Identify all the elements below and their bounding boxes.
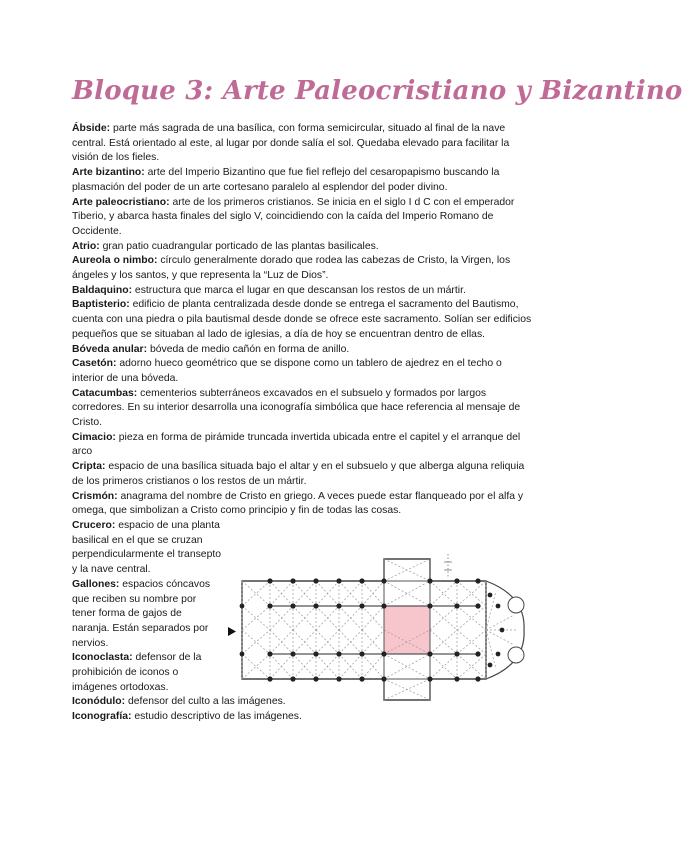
glossary-term: Bóveda anular: bbox=[72, 343, 148, 355]
glossary-term: Ábside: bbox=[72, 123, 111, 134]
pointer-arrow-icon bbox=[228, 627, 236, 636]
glossary-entry bbox=[72, 122, 534, 166]
pillar bbox=[336, 603, 341, 608]
vault-diagonal bbox=[384, 679, 430, 700]
glossary-definition: estudio descriptivo de las imágenes. bbox=[131, 711, 302, 723]
glossary-term: Arte bizantino: bbox=[72, 167, 145, 179]
glossary-term: Iconoclasta: bbox=[72, 652, 133, 664]
pillar bbox=[336, 651, 341, 656]
glossary-definition: pieza en forma de pirámide truncada invertida ubicada entre el capitel y el arranque del arco bbox=[72, 431, 521, 458]
pillar bbox=[427, 603, 432, 608]
pillar bbox=[500, 628, 505, 633]
basilica-floor-plan bbox=[226, 551, 530, 706]
pillar bbox=[313, 578, 318, 583]
pillar bbox=[381, 578, 386, 583]
glossary-definition: arte de los primeros cristianos. Se inicia en el siglo I d C con el emperador Tiberio, y abarca hasta finales del siglo V, coincidiendo con la caída del Imperio Romano de Occidente. bbox=[72, 196, 515, 237]
pillar bbox=[290, 651, 295, 656]
pillar bbox=[427, 651, 432, 656]
pillar bbox=[475, 603, 480, 608]
glossary-definition: defensor del culto a las imágenes. bbox=[125, 696, 286, 708]
pillar bbox=[427, 578, 432, 583]
glossary-entry bbox=[72, 387, 534, 431]
glossary-definition: anagrama del nombre de Cristo en griego. A veces puede estar flanqueado por el alfa y omega, que simbolizan a Cristo como principio y fin de todas las cosas. bbox=[72, 490, 524, 517]
glossary-definition: estructura que marca el lugar en que descansan los restos de un mártir. bbox=[132, 284, 466, 296]
pillar bbox=[313, 603, 318, 608]
pillar bbox=[454, 651, 459, 656]
apse-rib bbox=[486, 615, 514, 630]
pillar bbox=[475, 651, 480, 656]
apse-chapel-north bbox=[508, 597, 524, 613]
pillar bbox=[290, 603, 295, 608]
pillar bbox=[488, 663, 493, 668]
glossary-definition: arte del Imperio Bizantino que fue fiel reflejo del cesaropapismo buscando la plasmación del poder de un arte cortesano paralelo al esplendor del poder divino. bbox=[72, 167, 500, 193]
glossary-term: Catacumbas: bbox=[72, 387, 138, 399]
page-title: Bloque 3: Arte Paleocristiano y Bizantino bbox=[72, 76, 682, 106]
pillar bbox=[359, 676, 364, 681]
glossary-wide-block bbox=[72, 122, 534, 519]
glossary-definition: parte más sagrada de una basílica, con forma semicircular, situado al final de la nave central. Está orientado al este, al lugar por donde salía el sol. Quedaba elevado para facilitar la visión de los fieles. bbox=[72, 123, 510, 164]
pillar bbox=[427, 676, 432, 681]
pillar bbox=[454, 676, 459, 681]
glossary-entry bbox=[72, 284, 534, 299]
pillar bbox=[454, 578, 459, 583]
glossary-entry bbox=[72, 357, 534, 386]
pillar bbox=[313, 651, 318, 656]
glossary-term: Crismón: bbox=[72, 490, 118, 502]
crossing-highlight bbox=[384, 606, 430, 654]
glossary-definition: cementerios subterráneos excavados en el subsuelo y formados por largos corredores. En su interior desarrolla una iconografía simbólica que hace referencia al mensaje de Cristo. bbox=[72, 387, 521, 429]
pillar bbox=[290, 578, 295, 583]
pillar bbox=[381, 676, 386, 681]
glossary-entry bbox=[72, 166, 534, 195]
pillar bbox=[496, 652, 501, 657]
glossary-term: Cripta: bbox=[72, 461, 106, 473]
pillar bbox=[454, 603, 459, 608]
glossary-entry bbox=[72, 651, 222, 695]
glossary-term: Baptisterio: bbox=[72, 299, 130, 311]
glossary-term: Atrio: bbox=[72, 240, 100, 252]
pillar bbox=[381, 651, 386, 656]
glossary-term: Aureola o nimbo: bbox=[72, 255, 158, 267]
pillar bbox=[336, 578, 341, 583]
glossary-definition: adorno hueco geométrico que se dispone como un tablero de ajedrez en el techo o interior de una bóveda. bbox=[72, 358, 502, 384]
glossary-term: Baldaquino: bbox=[72, 284, 133, 296]
pillar bbox=[290, 676, 295, 681]
pillar bbox=[267, 578, 272, 583]
glossary-definition: espacios cóncavos que reciben su nombre por tener forma de gajos de naranja. Están separados por nervios. bbox=[72, 578, 211, 649]
glossary-entry bbox=[72, 460, 534, 489]
pillar bbox=[240, 604, 245, 609]
pillar bbox=[488, 593, 493, 598]
apse-chapel-south bbox=[508, 647, 524, 663]
glossary-entry bbox=[72, 490, 534, 519]
orientation-marker-icon bbox=[444, 554, 452, 577]
pillar bbox=[359, 651, 364, 656]
glossary-entry bbox=[72, 240, 534, 255]
glossary-definition: espacio de una planta basilical en el que se cruzan perpendicularmente el transepto y la nave central. bbox=[72, 519, 222, 576]
glossary-term: Arte paleocristiano: bbox=[72, 196, 170, 208]
glossary-term: Iconografía: bbox=[72, 711, 132, 723]
pillar bbox=[475, 578, 480, 583]
pillar bbox=[336, 676, 341, 681]
pillar bbox=[381, 603, 386, 608]
glossary-term: Iconódulo: bbox=[72, 696, 126, 708]
glossary-entry bbox=[72, 519, 222, 578]
glossary-entry bbox=[72, 710, 534, 725]
pillar bbox=[267, 603, 272, 608]
glossary-definition: gran patio cuadrangular porticado de las plantas basilicales. bbox=[99, 240, 379, 252]
glossary-entry bbox=[72, 254, 534, 283]
pillars bbox=[240, 578, 505, 681]
pillar bbox=[359, 578, 364, 583]
glossary-entry bbox=[72, 196, 534, 240]
glossary-term: Gallones: bbox=[72, 578, 120, 590]
pillar bbox=[359, 603, 364, 608]
apse-rib bbox=[486, 630, 514, 645]
glossary-term: Casetón: bbox=[72, 358, 117, 370]
pillar bbox=[475, 676, 480, 681]
glossary-entry bbox=[72, 298, 534, 342]
glossary-definition: círculo generalmente dorado que rodea las cabezas de Cristo, la Virgen, los ángeles y los santos, y que representa la “Luz de Dios”. bbox=[72, 255, 511, 282]
glossary-definition: espacio de una basílica situada bajo el altar y en el subsuelo y que alberga alguna reliquia de los primeros cristianos o los restos de un mártir. bbox=[72, 461, 525, 487]
glossary-definition: bóveda de medio cañón en forma de anillo. bbox=[147, 343, 350, 355]
glossary-definition: defensor de la prohibición de iconos o imágenes ortodoxas. bbox=[72, 652, 202, 693]
glossary-definition: edificio de planta centralizada desde donde se entrega el sacramento del Bautismo, cuenta con una piedra o pila bautismal desde donde se ofrece este sacramento. Solían ser edificios pequeños que se situaban al lado de iglesias, a día de hoy se encuentran dentro de ellas. bbox=[72, 299, 532, 340]
glossary-term: Cimacio: bbox=[72, 431, 116, 443]
pillar bbox=[313, 676, 318, 681]
pillar bbox=[267, 651, 272, 656]
pillar bbox=[496, 604, 501, 609]
pillar bbox=[267, 676, 272, 681]
glossary-narrow-block bbox=[72, 519, 222, 695]
glossary-entry bbox=[72, 431, 534, 460]
glossary-entry bbox=[72, 343, 534, 358]
glossary-term: Crucero: bbox=[72, 519, 116, 531]
vault-diagonal bbox=[384, 559, 430, 581]
glossary-entry bbox=[72, 578, 222, 652]
pillar bbox=[240, 652, 245, 657]
